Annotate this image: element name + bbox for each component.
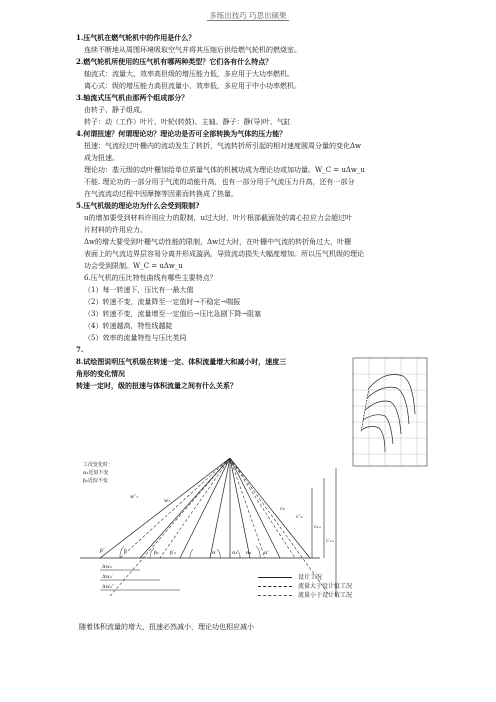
- answer-line: 转子：动（工作）叶片、叶轮(转鼓)、主轴。静子：静(导)叶、气缸: [84, 118, 291, 126]
- answer-line: 离心式：级的增压能力高但流量小、效率低，多应用于中小功率燃机。: [84, 82, 301, 90]
- svg-text:Δwᵤ′: Δwᵤ′: [102, 574, 114, 580]
- question-heading: 2.燃气轮机所使用的压气机有哪两种类型？它们各有什么特点？: [76, 57, 273, 66]
- answer-line: （4）转速越高，特性线越陡: [84, 322, 173, 330]
- legend-row-design: [258, 573, 352, 582]
- legend-row-low-flow: [258, 591, 352, 600]
- figure-legend: [258, 573, 352, 600]
- fig-title-1: 工况变化时：: [83, 462, 114, 468]
- answer-line: 6.压气机的压比特性曲线有哪些主要特点？: [84, 274, 217, 282]
- answer-line: 理论功：基元级的动叶栅加给单位质量气体的机械功成为理论功或加功量。W_C = uΔw_u: [84, 166, 365, 174]
- svg-text:c₁ᵤ: c₁ᵤ: [314, 524, 321, 530]
- answer-line: 片材料的许用应力。: [84, 226, 147, 234]
- answer-line: 表面上的气流边界层容易分离并形成漩涡，导致流动损失大幅度增加。所以压气机级的理论: [84, 250, 364, 258]
- svg-text:w₁: w₁: [164, 498, 171, 504]
- svg-text:c′₁ᵤ: c′₁ᵤ: [326, 538, 334, 544]
- svg-text:α₁: α₁: [232, 550, 238, 556]
- answer-line: （2）转速不变，流量降至一定值时→不稳定→喘振: [84, 298, 241, 306]
- svg-text:α₂: α₂: [246, 550, 252, 556]
- answer-line: 扭速：气流经过叶栅内的流动发生了转折，气流转折所引起的相对速度圆周分量的变化Δw: [84, 142, 362, 150]
- answer-line: 轴流式：流量大、效率高但级的增压能力低，多应用于大功率燃机。: [84, 70, 294, 78]
- answer-line: 成为扭速。: [84, 154, 119, 162]
- svg-text:Δwᵤ: Δwᵤ: [102, 564, 112, 570]
- svg-text:β′₂: β′₂: [170, 550, 177, 556]
- svg-text:w″₁: w″₁: [130, 494, 139, 500]
- answer-line: 在气流流动过程中因摩擦等因素而转换成了热量。: [84, 190, 238, 198]
- conclusion-text: 随着体积流量的增大，扭速必然减小，理论功也相应减小: [79, 623, 254, 631]
- answer-line: （1）每一转速下，压比有一最大值: [84, 286, 194, 294]
- legend-row-high-flow: [258, 582, 352, 591]
- question-heading: 转速一定时，级的扭速与体积流量之间有什么关系？: [76, 381, 237, 390]
- question-heading: 7.: [76, 345, 84, 354]
- fig-title-2: α₁近似不变: [83, 470, 109, 476]
- question-heading: 8.试绘图说明压气机级在转速一定、体积流量增大和减小时，速度三: [76, 357, 287, 366]
- svg-text:α′: α′: [212, 550, 217, 556]
- fig-title-3: β₂近似不变: [83, 478, 108, 484]
- answer-line: 功会受到限制。W_C = uΔw_u: [84, 262, 183, 270]
- question-heading: 角形的变化情况: [76, 369, 125, 378]
- svg-text:β₂: β₂: [154, 550, 159, 556]
- document-body: [76, 32, 436, 392]
- legend-label-design: 设计工况: [298, 574, 323, 581]
- svg-text:c₂: c₂: [280, 506, 285, 512]
- svg-text:α″: α″: [264, 550, 270, 556]
- svg-text:Δwᵤ″: Δwᵤ″: [102, 584, 114, 590]
- svg-text:c″₂: c″₂: [296, 514, 303, 520]
- legend-label-low-flow: 流量小于设计值工况: [298, 592, 353, 599]
- svg-text:β: β: [124, 548, 127, 554]
- svg-text:β″: β″: [100, 548, 105, 554]
- header-text: 多练出技巧 巧思出硕果: [209, 11, 287, 20]
- legend-label-high-flow: 流量大于设计值工况: [298, 583, 353, 590]
- answer-line: u的增加要受到材料许用应力的限制，u过大时，叶片根部截面处的离心拉应力会超过叶: [84, 214, 353, 222]
- question-heading: 5.压气机级的理论功为什么会受到限制?: [76, 201, 200, 210]
- question-heading: 3.轴流式压气机由那两个组成部分？: [76, 93, 189, 102]
- answer-line: 不能. 理论功的一部分用于气流的动能升高，也有一部分用于气流压力升高，还有一部分: [84, 178, 355, 186]
- answer-line: （3）转速不变，流量增至一定值后→压比急剧下降→阻塞: [84, 310, 262, 318]
- answer-line: Δw的增大要受到叶栅气动性能的限制，Δw过大时，在叶栅中气流的转折角过大，叶栅: [84, 238, 352, 246]
- question-heading: 1.压气机在燃气轮机中的作用是什么？: [76, 33, 196, 42]
- answer-line: 连续不断地从周围环境吸取空气并将其压缩后供给燃气轮机的燃烧室。: [84, 46, 301, 54]
- answer-line: 由转子、静子组成。: [84, 106, 147, 114]
- answer-line: （5）效率的流量特性与压比类同: [84, 334, 187, 342]
- page-header: [0, 10, 496, 21]
- question-heading: 4.何谓扭速？何谓理论功？理论功是否可全部转换为气体的压力能？: [76, 129, 287, 138]
- compressor-characteristic-figure: [339, 354, 431, 470]
